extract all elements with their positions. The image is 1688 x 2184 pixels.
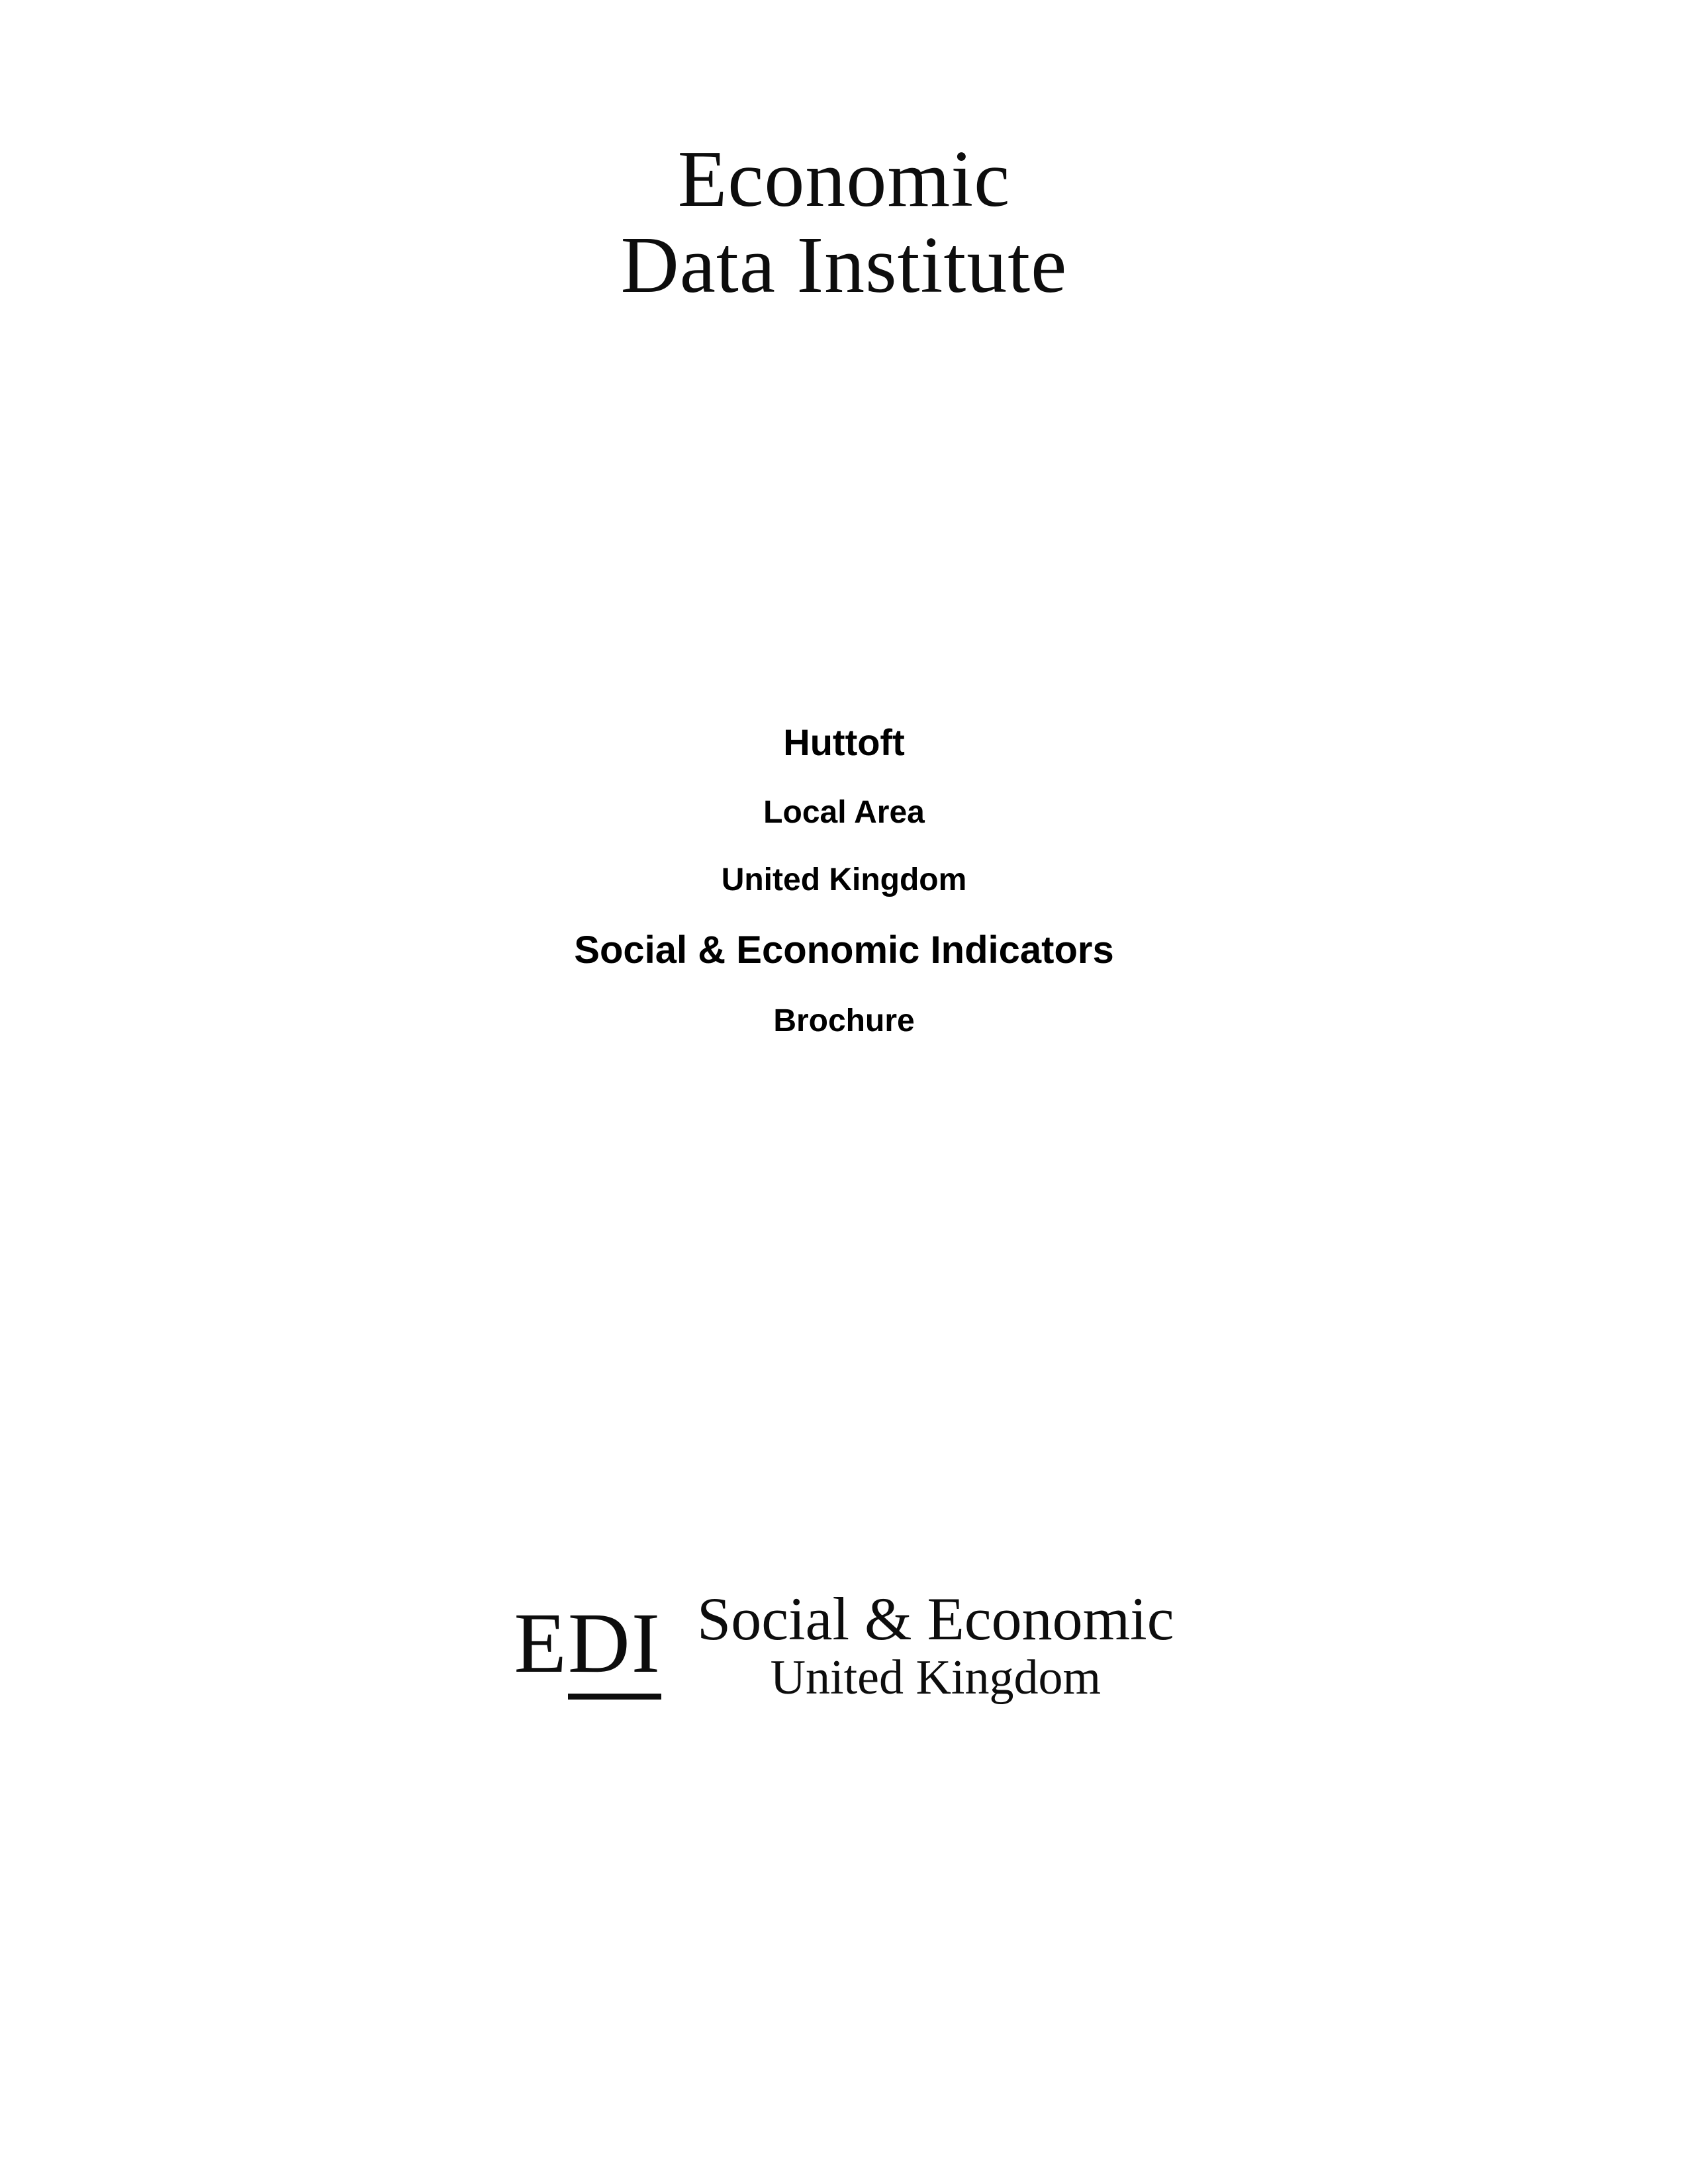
edi-wordmark-bottom: United Kingdom xyxy=(770,1650,1102,1705)
document-type: Brochure xyxy=(773,1003,915,1039)
area-type: Local Area xyxy=(763,795,925,831)
footer-brand-logo xyxy=(0,1585,1688,1705)
edi-wordmark xyxy=(697,1585,1174,1705)
publisher-logo-line2: Data Institute xyxy=(620,220,1068,310)
country-name: United Kingdom xyxy=(721,862,967,897)
edi-monogram-di: DI xyxy=(568,1596,661,1700)
area-name: Huttoft xyxy=(783,721,905,763)
document-subject: Social & Economic Indicators xyxy=(574,928,1114,972)
publisher-logo xyxy=(0,134,1688,310)
edi-monogram xyxy=(514,1595,662,1692)
title-block xyxy=(0,721,1688,1070)
edi-wordmark-top: Social & Economic xyxy=(697,1585,1174,1653)
publisher-logo-line1: Economic xyxy=(677,134,1011,224)
edi-monogram-e: E xyxy=(514,1595,568,1691)
